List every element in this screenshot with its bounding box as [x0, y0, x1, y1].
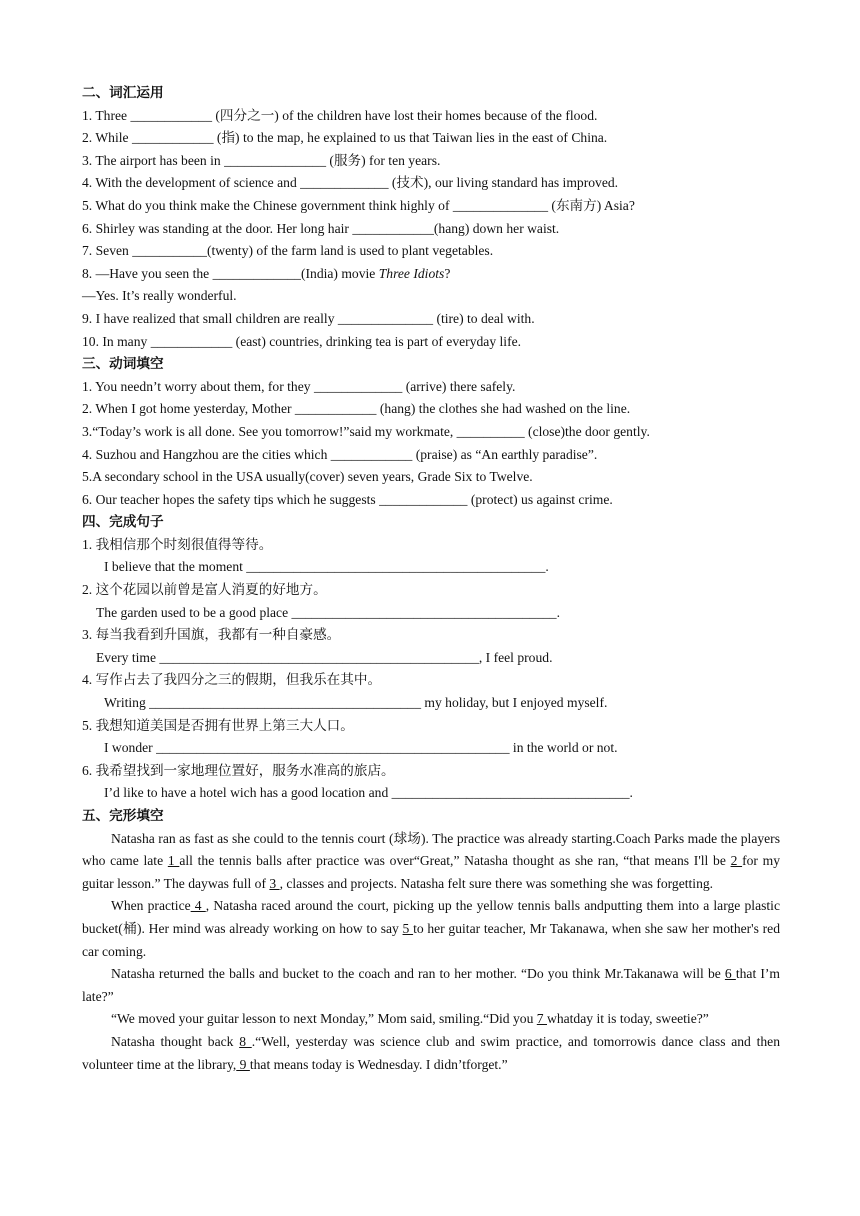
cloze-text: that I’m late?” [82, 966, 780, 1004]
vocab-item-6: 6. Shirley was standing at the door. Her long hair ____________(hang) down her waist. [82, 220, 560, 236]
vocab-item-8-post: ? [444, 265, 451, 281]
sentence-6-cn: 6. 我希望找到一家地理位置好，服务水准高的旅店。 [82, 762, 395, 778]
blank-1: 1 [167, 853, 180, 869]
blank-3: 3 [269, 875, 280, 891]
blank-9: 9 [236, 1056, 250, 1072]
verb-item-5: 5.A secondary school in the USA usually(cover) seven years, Grade Six to Twelve. [82, 469, 533, 485]
vocab-item-8-reply: —Yes. It’s really wonderful. [82, 288, 237, 304]
vocab-item-5: 5. What do you think make the Chinese government think highly of ______________ (东南方) Asia? [82, 197, 635, 213]
cloze-text: all the tennis balls after practice was over“Great,” Natasha thought as she ran, “that means I'll be [179, 853, 731, 869]
sentence-1-en: I believe that the moment ____________________________________________. [104, 559, 549, 575]
cloze-heading: 五、完形填空 [82, 808, 164, 823]
sentence-5-cn: 5. 我想知道美国是否拥有世界上第三大人口。 [82, 717, 354, 733]
vocab-item-10: 10. In many ____________ (east) countries, drinking tea is part of everyday life. [82, 333, 522, 349]
cloze-text: to her guitar teacher, Mr Takanawa, when she saw her mother's red car coming. [82, 920, 780, 959]
cloze-paragraph-3 [82, 963, 780, 1008]
vocab-heading: 二、词汇运用 [82, 85, 164, 100]
sentence-2-cn: 2. 这个花园以前曾是富人消夏的好地方。 [82, 582, 327, 598]
cloze-text: Natasha ran as fast as she could to the tennis court (球场). The practice was already starting.Coach Parks made the players who came late [82, 830, 780, 869]
verb-item-2: 2. When I got home yesterday, Mother ____________ (hang) the clothes she had washed on the line. [82, 401, 631, 417]
vocab-item-3: 3. The airport has been in _______________ (服务) for ten years. [82, 152, 441, 168]
verb-item-3: 3.“Today’s work is all done. See you tomorrow!”said my workmate, __________ (close)the door gently. [82, 423, 650, 439]
cloze-paragraph-2 [82, 895, 780, 963]
sentence-4-cn: 4. 写作占去了我四分之三的假期，但我乐在其中。 [82, 672, 382, 688]
cloze-paragraph-4 [82, 1008, 780, 1031]
sentence-5-en: I wonder ____________________________________________________ in the world or not. [104, 740, 618, 756]
verb-item-1: 1. You needn’t worry about them, for they _____________ (arrive) there safely. [82, 378, 516, 394]
cloze-text: for my guitar lesson.” The daywas full of [82, 853, 781, 891]
blank-2: 2 [730, 853, 743, 869]
cloze-text: , classes and projects. Natasha felt sure there was something she was forgetting. [279, 875, 714, 891]
verb-item-4: 4. Suzhou and Hangzhou are the cities which ____________ (praise) as “An earthly paradise”. [82, 446, 598, 462]
cloze-paragraph-5 [82, 1031, 780, 1076]
sentences-heading: 四、完成句子 [82, 514, 164, 530]
cloze-text: .“Well, yesterday was science club and swim practice, and tomorrowis dance class and then volunteer time at the library, [82, 1033, 780, 1072]
cloze-text: “We moved your guitar lesson to next Monday,” Mom said, smiling.“Did you [111, 1011, 537, 1027]
sentence-6-en: I’d like to have a hotel wich has a good location and ___________________________________. [104, 785, 633, 801]
cloze-text: When practice [111, 898, 191, 914]
vocab-item-9: 9. I have realized that small children are really ______________ (tire) to deal with. [82, 310, 535, 326]
blank-5: 5 [402, 920, 414, 936]
cloze-text: that means today is Wednesday. I didn’tforget.” [249, 1056, 508, 1072]
vocab-item-2: 2. While ____________ (指) to the map, he explained to us that Taiwan lies in the east of China. [82, 130, 608, 146]
vocab-item-7: 7. Seven ___________(twenty) of the farm land is used to plant vegetables. [82, 243, 494, 259]
verb-item-6: 6. Our teacher hopes the safety tips which he suggests _____________ (protect) us against crime. [82, 491, 613, 507]
cloze-text: Natasha thought back [111, 1033, 240, 1049]
sentence-3-cn: 3. 每当我看到升国旗，我都有一种自豪感。 [82, 627, 341, 643]
vocab-item-8-pre: 8. —Have you seen the _____________(India) movie [82, 265, 379, 281]
sentence-3-en: Every time _______________________________________________, I feel proud. [96, 649, 553, 665]
movie-title: Three Idiots [378, 265, 445, 281]
sentence-1-cn: 1. 我相信那个时刻很值得等待。 [82, 536, 273, 552]
cloze-text: Natasha returned the balls and bucket to the coach and ran to her mother. “Do you think Mr.Takanawa will be [111, 966, 725, 982]
sentence-4-en: Writing ________________________________________ my holiday, but I enjoyed myself. [104, 695, 608, 711]
sentence-2-en: The garden used to be a good place _______________________________________. [96, 604, 560, 620]
vocab-item-8 [82, 263, 780, 286]
verbs-heading: 三、动词填空 [82, 356, 164, 372]
vocab-item-4: 4. With the development of science and _____________ (技术), our living standard has improved. [82, 175, 619, 191]
cloze-text: , Natasha raced around the court, picking up the yellow tennis balls andputting them into a large plastic bucket(桶). Her mind was already working on how to say [82, 898, 780, 936]
blank-7: 7 [536, 1011, 547, 1027]
blank-4: 4 [190, 898, 206, 914]
blank-6: 6 [724, 966, 736, 982]
blank-8: 8 [239, 1033, 252, 1049]
vocab-item-1: 1. Three ____________ (四分之一) of the children have lost their homes because of the flood. [82, 107, 598, 123]
cloze-text: whatday it is today, sweetie?” [547, 1011, 709, 1027]
cloze-paragraph-1 [82, 828, 780, 896]
